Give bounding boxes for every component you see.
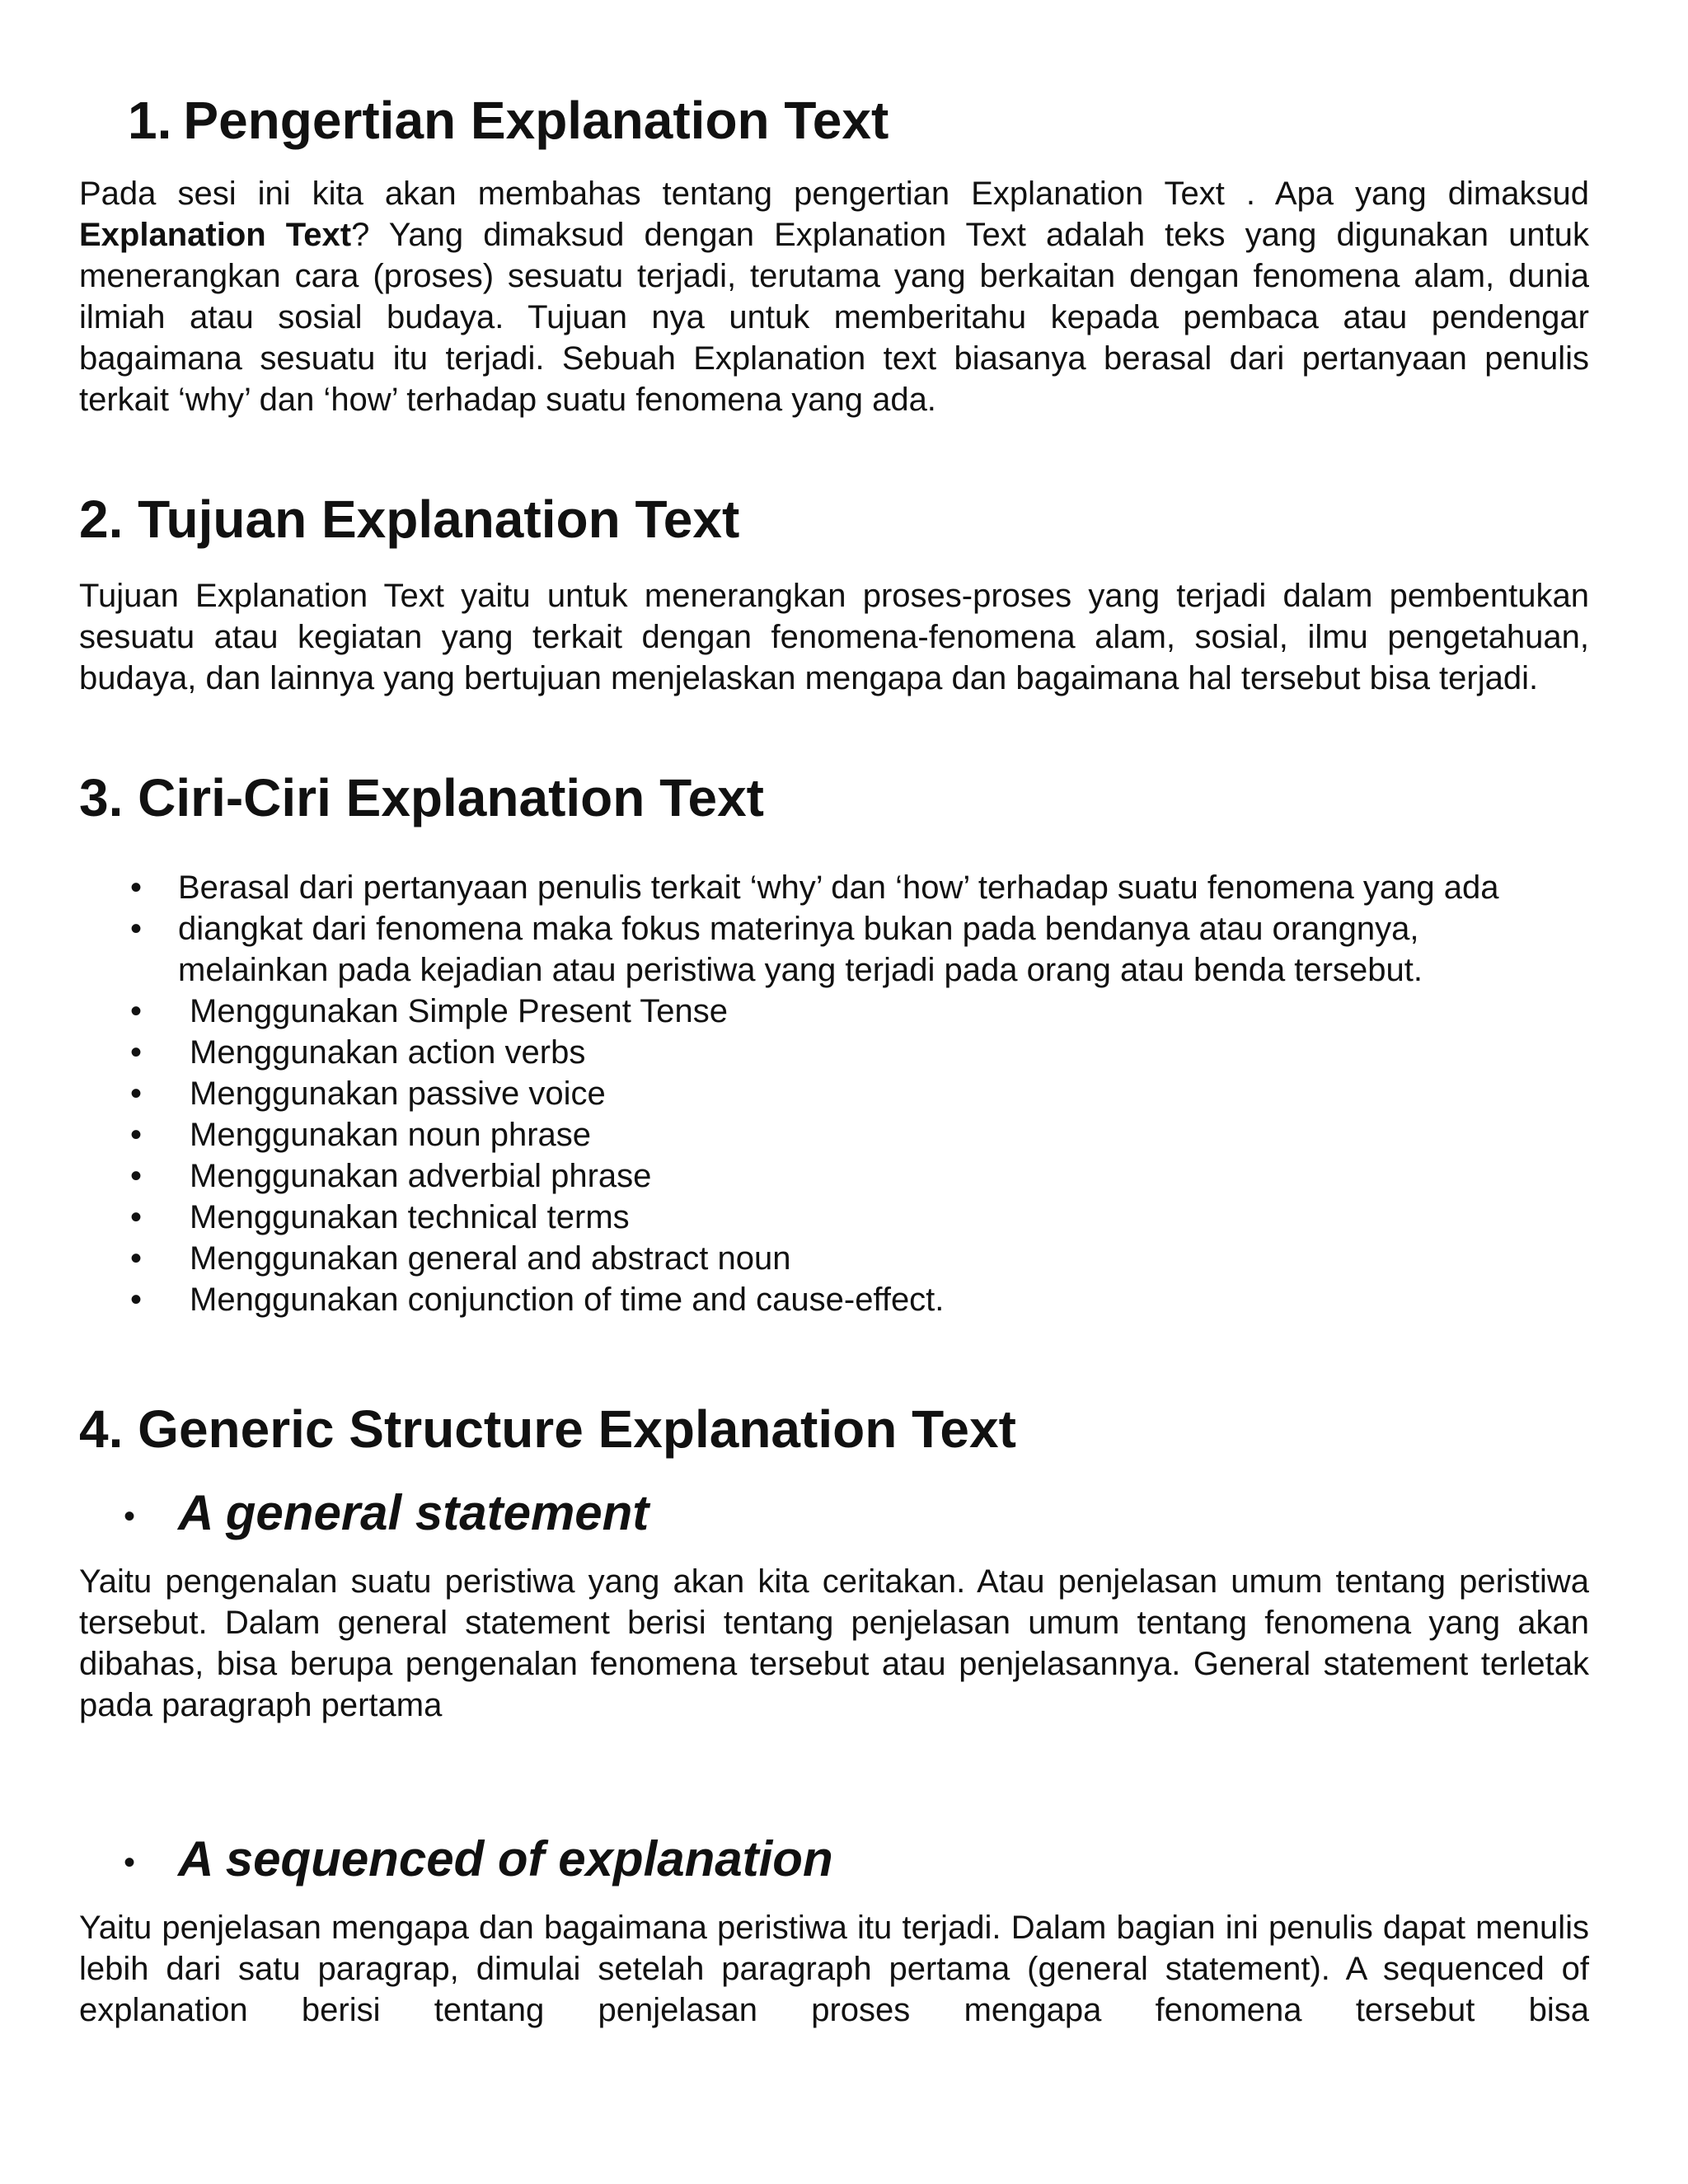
bullet-icon: • — [129, 1199, 142, 1235]
section-3-heading: 3. Ciri-Ciri Explanation Text — [79, 768, 764, 827]
list-item: • Menggunakan technical terms — [124, 1197, 1541, 1238]
bullet-icon: • — [129, 1034, 142, 1071]
bullet-icon: • — [129, 1076, 142, 1112]
section-2-paragraph: Tujuan Explanation Text yaitu untuk menerangkan proses-proses yang terjadi dalam pembentukan sesuatu atau kegiatan yang terkait dengan fenomena-fenomena alam, sosial, ilmu pengetahuan, budaya, dan lainnya yang bertujuan menjelaskan mengapa dan bagaimana hal tersebut bisa terjadi. — [79, 578, 1589, 696]
list-item: • Menggunakan action verbs — [124, 1032, 1541, 1073]
bullet-icon: • — [129, 869, 142, 906]
section-1-heading — [128, 89, 889, 152]
list-item: • Menggunakan conjunction of time and cause-effect. — [124, 1279, 1541, 1320]
section-1-bold-term: Explanation Text — [79, 217, 352, 253]
section-1-number: 1. — [128, 91, 172, 150]
section-4-paragraph-1: Yaitu pengenalan suatu peristiwa yang akan kita ceritakan. Atau penjelasan umum tentang peristiwa tersebut. Dalam general statement berisi tentang penjelasan umum tentang fenomena yang akan dibahas, bisa berupa pengenalan fenomena tersebut atau penjelasannya. General statement terletak pada paragraph pertama — [79, 1563, 1589, 1723]
list-item: • Menggunakan general and abstract noun — [124, 1238, 1541, 1279]
bullet-icon: • — [129, 1117, 142, 1153]
section-3-list — [124, 867, 1541, 1320]
section-1-paragraph — [79, 173, 1589, 420]
subheading-2-text: A sequenced of explanation — [178, 1831, 833, 1886]
section-4-subheading-1 — [124, 1483, 649, 1546]
section-4-subheading-2 — [124, 1830, 833, 1892]
list-item: • Menggunakan passive voice — [124, 1073, 1541, 1114]
bullet-icon: • — [129, 993, 142, 1029]
section-1-title: Pengertian Explanation Text — [183, 91, 889, 150]
subheading-1-text: A general statement — [178, 1485, 649, 1540]
bullet-icon: • — [129, 1158, 142, 1194]
list-item: • diangkat dari fenomena maka fokus materinya bukan pada bendanya atau orangnya, melainkan pada kejadian atau peristiwa yang terjadi pada orang atau benda tersebut. — [124, 908, 1541, 991]
bullet-icon: • — [129, 1282, 142, 1318]
bullet-icon: • — [129, 911, 142, 947]
section-2-heading: 2. Tujuan Explanation Text — [79, 490, 740, 549]
list-item: • Menggunakan Simple Present Tense — [124, 991, 1541, 1032]
section-4-heading: 4. Generic Structure Explanation Text — [79, 1399, 1016, 1459]
section-1-text-b: ? Yang dimaksud dengan Explanation Text adalah teks yang digunakan untuk menerangkan cara (proses) sesuatu terjadi, terutama yang berkaitan dengan fenomena alam, dunia ilmiah atau sosial budaya. Tujuan nya untuk memberitahu kepada pembaca atau pendengar bagaimana sesuatu itu terjadi. Sebuah Explanation text biasanya berasal dari pertanyaan penulis terkait ‘why’ dan ‘how’ terhadap suatu fenomena yang ada. — [79, 217, 1589, 418]
bullet-icon: • — [129, 1240, 142, 1277]
section-4-paragraph-2: Yaitu penjelasan mengapa dan bagaimana peristiwa itu terjadi. Dalam bagian ini penulis dapat menulis lebih dari satu paragrap, dimulai setelah paragraph pertama (general statement). A sequenced of explanation berisi tentang penjelasan proses mengapa fenomena tersebut bisa — [79, 1910, 1589, 2028]
list-item: • Menggunakan adverbial phrase — [124, 1155, 1541, 1197]
bullet-icon: • — [124, 1498, 136, 1535]
bullet-icon: • — [124, 1844, 136, 1882]
list-item: • Berasal dari pertanyaan penulis terkait ‘why’ dan ‘how’ terhadap suatu fenomena yang ada — [124, 867, 1541, 908]
list-item: • Menggunakan noun phrase — [124, 1114, 1541, 1155]
section-1-text-a: Pada sesi ini kita akan membahas tentang pengertian Explanation Text . Apa yang dimaksud — [79, 176, 1589, 212]
